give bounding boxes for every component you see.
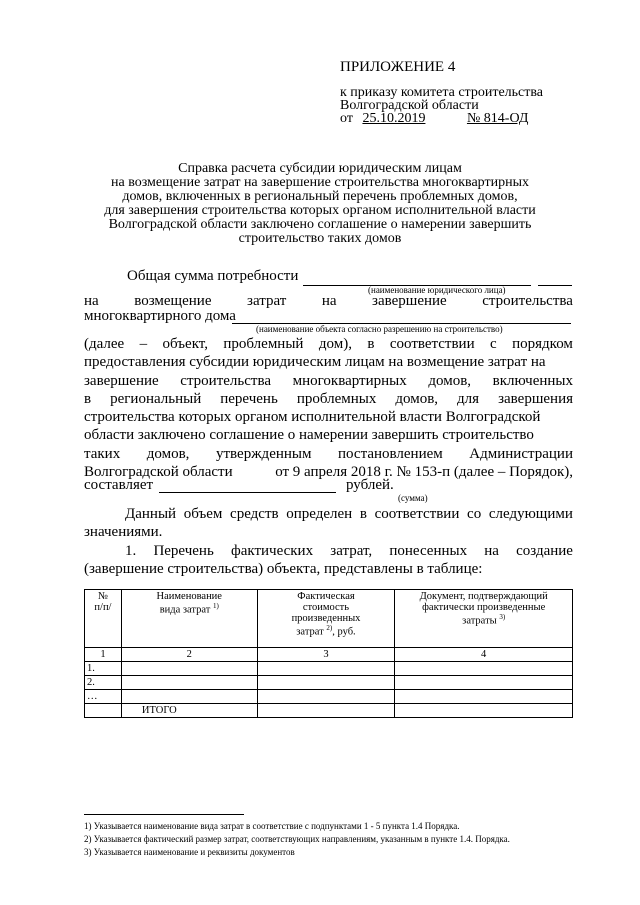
title-line: на возмещение затрат на завершение строительства многоквартирных xyxy=(110,175,530,190)
table-row: 1. xyxy=(85,662,573,676)
legal-entity-hint: (наименование юридического лица) xyxy=(368,285,506,295)
body-line: строительства которых органом исполнительной власти Волгоградской xyxy=(84,409,541,426)
document-title xyxy=(0,162,640,246)
order-line-2: Волгоградской области xyxy=(340,98,479,113)
order-reference xyxy=(340,86,543,125)
amount-blank[interactable] xyxy=(159,492,336,493)
table-row: 2. xyxy=(85,676,573,690)
amount-label: составляет xyxy=(84,477,154,493)
body-line: области заключено соглашение о намерении завершить строительство xyxy=(84,427,534,444)
footnote-1: 1) Указывается наименование вида затрат в соответствие с подпунктами 1 - 5 пункта 1.4 Порядка. xyxy=(84,821,460,831)
para2-line1: Данный объем средств определен в соответствии со следующими xyxy=(125,506,573,522)
word: возмещение xyxy=(134,293,212,309)
body-paragraph xyxy=(84,335,573,481)
order-line-3 xyxy=(340,112,543,125)
body-line: предоставления субсидии юридическим лицам на возмещение затрат на xyxy=(84,354,546,371)
footnote-3: 3) Указывается наименование и реквизиты документов xyxy=(84,847,295,857)
column-number: 3 xyxy=(257,648,395,662)
footnote-2: 2) Указывается фактический размер затрат, соответствующих направлениям, указанным в пункте 1.4. Порядка. xyxy=(84,834,510,844)
total-label: Общая сумма потребности xyxy=(127,268,299,284)
header-document: Документ, подтверждающий фактически произведенные затраты $^{3)}$ xyxy=(395,590,573,648)
header-actual-cost: Фактическая стоимость произведенных затрат $^{2)}$, руб. xyxy=(257,590,395,648)
table-total-row xyxy=(85,704,573,718)
legal-entity-blank-tail[interactable] xyxy=(538,285,572,286)
word: затрат xyxy=(247,293,287,309)
order-line-1: к приказу комитета строительства xyxy=(340,85,544,100)
from-label: от xyxy=(340,111,353,126)
sum-hint: (сумма) xyxy=(398,493,428,503)
word: на xyxy=(84,293,99,309)
word: завершение xyxy=(372,293,447,309)
body-line: Волгоградской области от 9 апреля 2018 г. № 153-п (далее – Порядок), xyxy=(84,464,573,481)
body-line: завершение строительства многоквартирных домов, включенных xyxy=(84,372,573,389)
word: строительства xyxy=(482,293,573,309)
table-header-row xyxy=(85,590,573,648)
header-cost-type: Наименование вида затрат $^{1)}$ xyxy=(121,590,257,648)
para3-line1: 1. Перечень фактических затрат, понесенных на создание xyxy=(125,543,573,559)
order-date: 25.10.2019 xyxy=(362,111,426,126)
footnote-separator xyxy=(84,814,244,815)
order-number: № 814-ОД xyxy=(466,111,529,126)
title-line: для завершения строительства которых органом исполнительной власти xyxy=(104,203,536,218)
column-number-row xyxy=(85,648,573,662)
title-line: Волгоградской области заключено соглашение о намерении завершить xyxy=(108,217,532,232)
para2-line2: значениями. xyxy=(84,524,163,540)
costs-table xyxy=(84,589,573,718)
title-line: Справка расчета субсидии юридическим лицам xyxy=(178,161,462,176)
column-number: 1 xyxy=(85,648,122,662)
word: на xyxy=(321,293,337,309)
building-hint: (наименование объекта согласно разрешению на строительство) xyxy=(256,324,503,334)
column-number: 2 xyxy=(121,648,257,662)
para3-line2: (завершение строительства) объекта, представлены в таблице: xyxy=(84,561,483,577)
title-line: домов, включенных в региональный перечень проблемных домов, xyxy=(122,189,518,204)
body-line: (далее – объект, проблемный дом), в соответствии с порядком xyxy=(84,336,573,352)
total-label-cell: ИТОГО xyxy=(121,704,257,718)
column-number: 4 xyxy=(395,648,573,662)
body-line: таких домов, утвержденным постановлением Администрации xyxy=(84,445,573,462)
table-row: … xyxy=(85,690,573,704)
header-number: № п/п/ xyxy=(85,590,122,648)
currency-label: рублей. xyxy=(346,477,394,493)
building-label: многоквартирного дома xyxy=(84,308,236,324)
title-line: строительство таких домов xyxy=(238,231,402,246)
appendix-title: ПРИЛОЖЕНИЕ 4 xyxy=(340,59,456,75)
body-line: в региональный перечень проблемных домов, для завершения xyxy=(84,390,573,407)
